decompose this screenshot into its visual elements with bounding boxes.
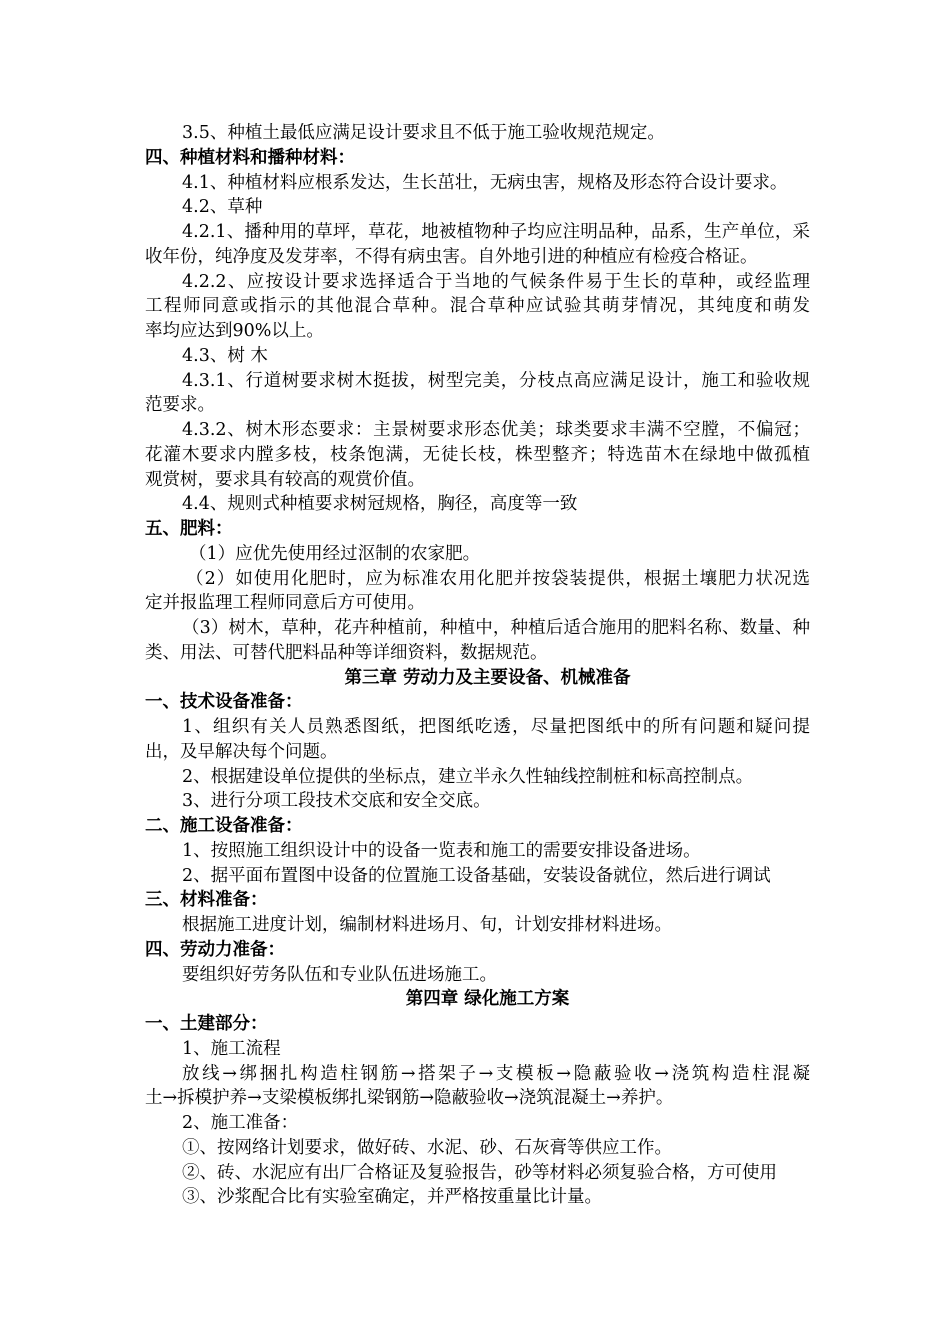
document-body (145, 121, 810, 1210)
paragraph-line: ②、砖、水泥应有出厂合格证及复验报告，砂等材料必须复验合格，方可使用 (182, 1162, 777, 1183)
paragraph-line: 定并报监理工程师同意后方可使用。 (145, 593, 425, 614)
paragraph-line: 出，及早解决每个问题。 (145, 741, 338, 762)
paragraph-line: 4.3.2、树木形态要求：主景树要求形态优美；球类要求丰满不空膛，不偏冠； (182, 420, 810, 440)
section-heading: 四、种植材料和播种材料： (145, 147, 355, 168)
paragraph-line: 类、用法、可替代肥料品种等详细资料，数据规范。 (145, 642, 548, 663)
paragraph-line: 根据施工进度计划，编制材料进场月、旬，计划安排材料进场。 (182, 915, 672, 935)
paragraph-line: 4.2.1、播种用的草坪，草花，地被植物种子均应注明品种，品系，生产单位，采 (182, 222, 810, 242)
paragraph-line: 花灌木要求内膛多枝，枝条饱满，无徒长枝，株型整齐；特选苗木在绿地中做孤植 (145, 444, 810, 465)
paragraph-line: 要组织好劳务队伍和专业队伍进场施工。 (182, 964, 497, 985)
paragraph-line: 2、施工准备： (182, 1113, 299, 1133)
chapter-title: 第四章 绿化施工方案 (405, 989, 570, 1010)
paragraph-line: 土→拆模护养→支梁模板绑扎梁钢筋→隐蔽验收→浇筑混凝土→养护。 (145, 1088, 674, 1109)
paragraph-line: ③、沙浆配合比有实验室确定，并严格按重量比计量。 (182, 1187, 602, 1208)
section-heading: 四、劳动力准备： (145, 939, 285, 960)
paragraph-line: （1）应优先使用经过沤制的农家肥。 (189, 543, 481, 564)
paragraph-line: 3、进行分项工段技术交底和安全交底。 (182, 791, 491, 812)
section-heading: 一、技术设备准备： (145, 692, 303, 713)
paragraph-line: 工程师同意或指示的其他混合草种。混合草种应试验其萌芽情况，其纯度和萌发 (145, 296, 810, 317)
paragraph-line: 4.2、草种 (182, 197, 263, 218)
chapter-title: 第三章 劳动力及主要设备、机械准备 (344, 667, 631, 688)
paragraph-line: 收年份，纯净度及发芽率，不得有病虫害。自外地引进的种植应有检疫合格证。 (145, 246, 758, 267)
paragraph-line: 4.2.2、应按设计要求选择适合于当地的气候条件易于生长的草种，或经监理 (182, 271, 810, 292)
section-heading: 一、土建部分： (145, 1014, 268, 1034)
paragraph-line: （3）树木，草种，花卉种植前，种植中，种植后适合施用的肥料名称、数量、种 (182, 618, 810, 638)
section-heading: 三、材料准备： (145, 890, 268, 911)
paragraph-line: ①、按网络计划要求，做好砖、水泥、砂、石灰膏等供应工作。 (182, 1137, 672, 1158)
paragraph-line: 观赏树，要求具有较高的观赏价值。 (145, 469, 425, 490)
paragraph-line: 4.1、种植材料应根系发达，生长茁壮，无病虫害，规格及形态符合设计要求。 (182, 172, 788, 193)
paragraph-line: 4.3.1、行道树要求树木挺拔，树型完美，分枝点高应满足设计，施工和验收规 (182, 370, 810, 391)
paragraph-line: 1、施工流程 (182, 1038, 281, 1059)
paragraph-line: 范要求。 (145, 395, 215, 416)
paragraph-line: 1、组织有关人员熟悉图纸，把图纸吃透，尽量把图纸中的所有问题和疑问提 (182, 717, 810, 737)
paragraph-line: 4.4、规则式种植要求树冠规格，胸径，高度等一致 (182, 494, 578, 515)
paragraph-line: 4.3、树 木 (182, 345, 268, 366)
paragraph-line: 2、据平面布置图中设备的位置施工设备基础，安装设备就位，然后进行调试 (182, 865, 771, 886)
paragraph-line: 1、按照施工组织设计中的设备一览表和施工的需要安排设备进场。 (182, 840, 701, 861)
paragraph-line: 放线→绑捆扎构造柱钢筋→搭架子→支模板→隐蔽验收→浇筑构造柱混凝 (182, 1063, 810, 1084)
paragraph-line: 3.5、种植土最低应满足设计要求且不低于施工验收规范规定。 (182, 123, 665, 143)
paragraph-line: （2）如使用化肥时，应为标准农用化肥并按袋装提供，根据土壤肥力状况选 (186, 568, 810, 589)
section-heading: 五、肥料： (145, 519, 233, 539)
paragraph-line: 率均应达到90%以上。 (145, 321, 324, 341)
section-heading: 二、施工设备准备： (145, 816, 303, 836)
paragraph-line: 2、根据建设单位提供的坐标点，建立半永久性轴线控制桩和标高控制点。 (182, 766, 754, 787)
